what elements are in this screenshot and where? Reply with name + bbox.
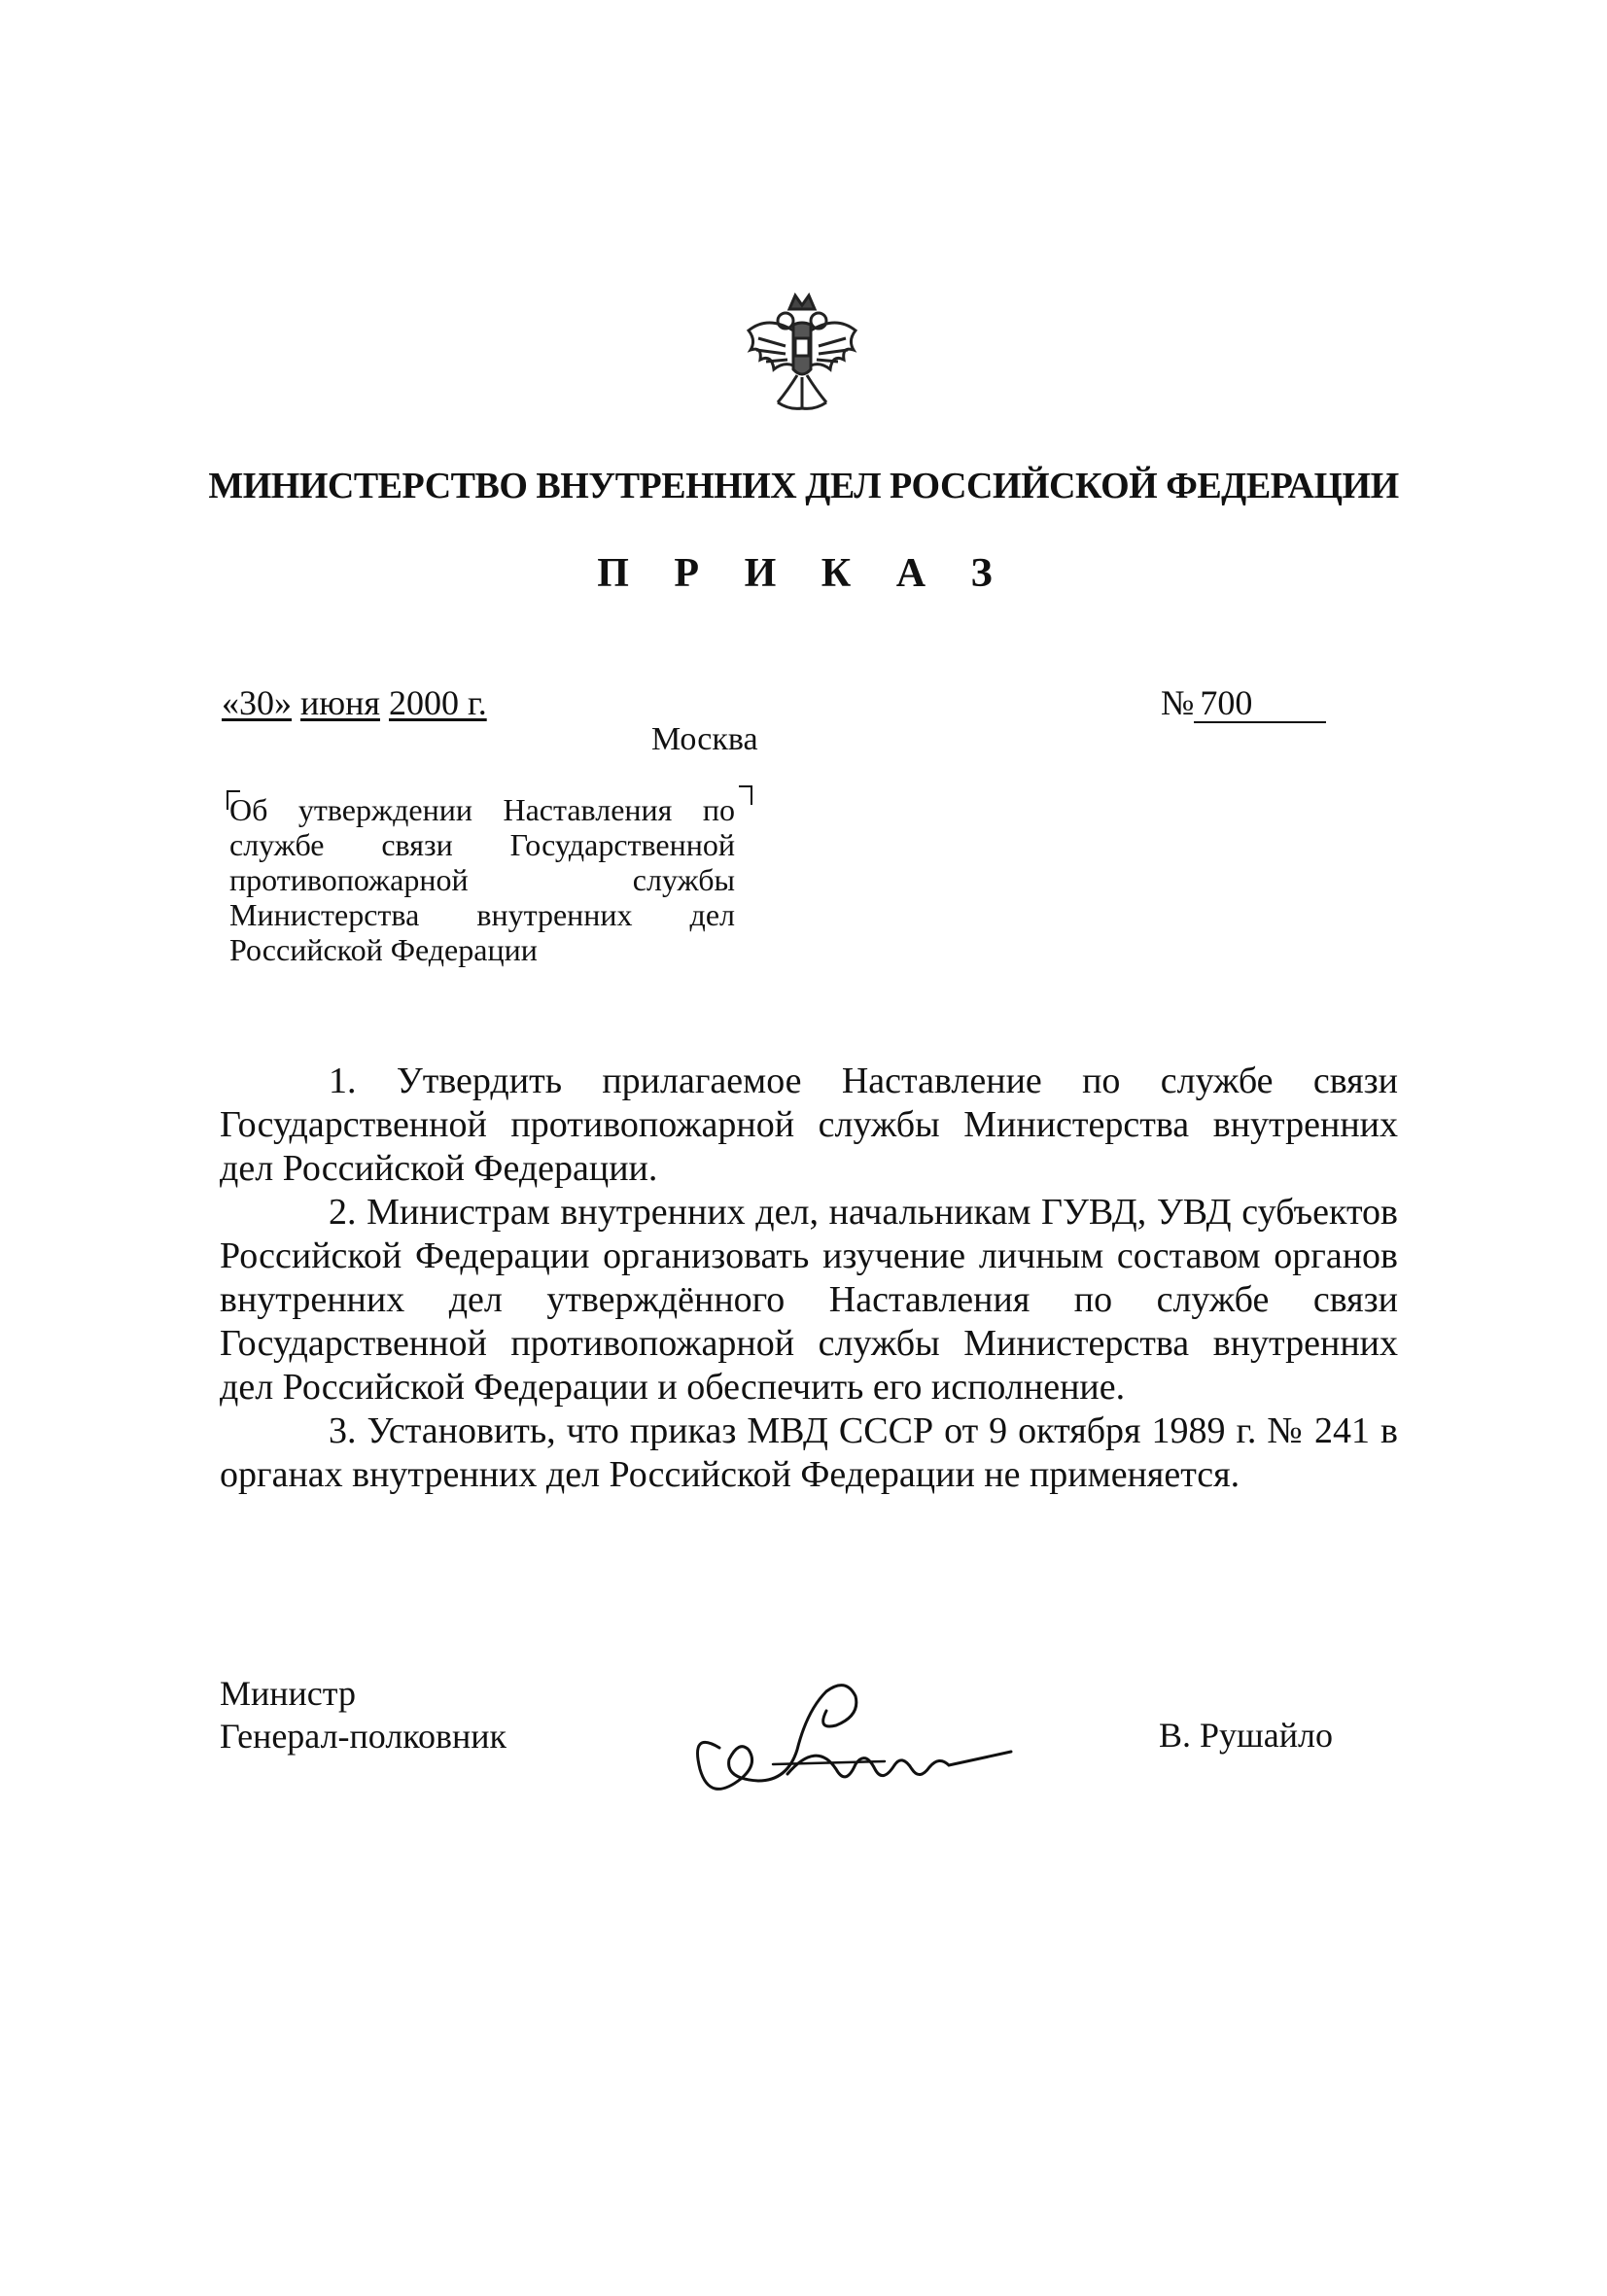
number-value: 700: [1194, 684, 1326, 723]
date-month: июня: [300, 683, 380, 722]
order-body: [220, 1060, 1398, 1497]
signatory-rank: Генерал-полковник: [220, 1717, 507, 1756]
paragraph-3: 3. Установить, что приказ МВД СССР от 9 октября 1989 г. № 241 в органах внутренних дел Российской Федерации не применяется.: [220, 1410, 1398, 1495]
order-subject: Об утверждении Наставления по службе связи Государственной противопожарной службы Министерства внутренних дел Российской Федерации: [229, 792, 735, 967]
signatory-title: [220, 1672, 507, 1757]
coat-of-arms-icon: [739, 282, 865, 418]
paragraph-1: 1. Утвердить прилагаемое Наставление по службе связи Государственной противопожарной службы Министерства внутренних дел Российской Федерации.: [220, 1061, 1398, 1189]
ministry-title: МИНИСТЕРСТВО ВНУТРЕННИХ ДЕЛ РОССИЙСКОЙ ФЕДЕРАЦИИ: [208, 466, 1399, 506]
document-type: П Р И К А З: [597, 551, 1010, 596]
signatory-name: В. Рушайло: [1159, 1716, 1333, 1755]
signatory-position: Министр: [220, 1674, 356, 1713]
subject-bracket-right: [739, 785, 752, 805]
order-number: [1161, 682, 1326, 723]
city: Москва: [651, 721, 758, 757]
paragraph-2: 2. Министрам внутренних дел, начальникам ГУВД, УВД субъектов Российской Федерации организовать изучение личным составом органов внутренних дел утверждённого Наставления по службе связи Государственной противопожарной службы Министерства внутренних дел Российской Федерации и обеспечить его исполнение.: [220, 1192, 1398, 1408]
number-label: №: [1161, 683, 1195, 722]
date-day: «30»: [222, 683, 292, 722]
order-date: [222, 682, 487, 723]
handwritten-signature-icon: [681, 1672, 1031, 1818]
date-year: 2000 г.: [388, 683, 487, 722]
